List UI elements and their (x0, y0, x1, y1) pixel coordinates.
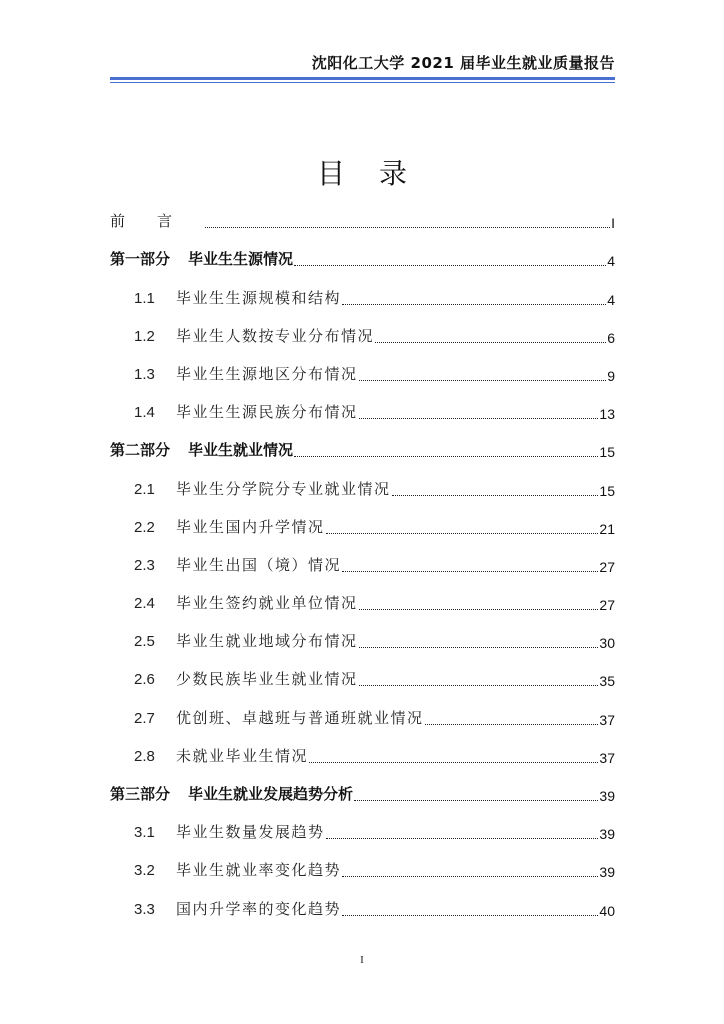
toc-page-number: 27 (599, 597, 615, 614)
toc-entry-title: 毕业生国内升学情况 (176, 517, 325, 536)
toc-entry-number: 2.3 (134, 556, 155, 574)
dot-leader (359, 380, 607, 381)
dot-leader (326, 533, 599, 534)
dot-leader (205, 227, 610, 228)
toc-entry-label (134, 516, 325, 537)
toc-section-row[interactable] (110, 813, 615, 851)
toc-page-number: 13 (599, 406, 615, 423)
header-rule-thin (110, 82, 615, 83)
toc-entry-number: 2.8 (134, 747, 155, 765)
toc-entry-label (134, 898, 341, 919)
toc-page-number: 39 (599, 826, 615, 843)
toc-entry-title: 毕业生生源规模和结构 (176, 288, 342, 307)
toc-entry-label (134, 745, 308, 766)
toc-entry-title: 优创班、卓越班与普通班就业情况 (176, 708, 424, 727)
toc-entry-number: 3.1 (134, 824, 155, 842)
toc-entry-number: 2.4 (134, 595, 155, 613)
page-header (110, 50, 615, 80)
toc-entry-number: 第三部分 (110, 785, 171, 803)
toc-section-row[interactable] (110, 698, 615, 736)
toc-part-row[interactable] (110, 775, 615, 813)
toc-entry-title: 少数民族毕业生就业情况 (176, 670, 358, 689)
toc-entry-title: 毕业生出国（境）情况 (176, 555, 342, 574)
toc-entry-title: 毕业生生源民族分布情况 (176, 403, 358, 422)
toc-page-number: 37 (599, 749, 615, 766)
toc-section-row[interactable] (110, 393, 615, 431)
toc-page-number: 21 (599, 520, 615, 537)
toc-entry-title: 毕业生生源情况 (188, 250, 294, 269)
toc-entry-title: 毕业生分学院分专业就业情况 (176, 479, 391, 498)
dot-leader (342, 876, 598, 877)
toc-section-row[interactable] (110, 355, 615, 393)
dot-leader (359, 685, 599, 686)
toc-entry-label (110, 783, 353, 804)
toc-entry-label (110, 210, 204, 231)
toc-page-number: 4 (607, 291, 615, 308)
toc-page-number: 37 (599, 711, 615, 728)
toc-entry-number: 2.2 (134, 518, 155, 536)
dot-leader (342, 915, 598, 916)
toc-entry-label (134, 401, 358, 422)
toc-section-row[interactable] (110, 737, 615, 775)
toc-section-row[interactable] (110, 508, 615, 546)
toc-entry-label (134, 859, 341, 880)
toc-page-number: 15 (599, 482, 615, 499)
toc-entry-number: 3.2 (134, 862, 155, 880)
toc-section-row[interactable] (110, 889, 615, 927)
toc-entry-label (110, 439, 293, 460)
toc-section-row[interactable] (110, 317, 615, 355)
toc-section-row[interactable] (110, 469, 615, 507)
toc-entry-label (134, 478, 391, 499)
toc-entry-title: 毕业生人数按专业分布情况 (176, 326, 375, 345)
toc-entry-label (134, 363, 358, 384)
toc-entry-label (134, 325, 374, 346)
toc-section-row[interactable] (110, 851, 615, 889)
dot-leader (375, 342, 606, 343)
toc-entry-title: 毕业生数量发展趋势 (176, 823, 325, 842)
toc-entry-label (134, 592, 358, 613)
table-of-contents (110, 202, 615, 928)
toc-entry-label (134, 630, 358, 651)
toc-entry-label (134, 668, 358, 689)
toc-page-number: 40 (599, 902, 615, 919)
toc-entry-number: 第二部分 (110, 441, 171, 460)
dot-leader (392, 495, 599, 496)
toc-page-number: 39 (599, 864, 615, 881)
toc-page-number: 4 (607, 253, 615, 270)
dot-leader (359, 418, 599, 419)
toc-entry-number: 2.6 (134, 671, 155, 689)
toc-entry-title: 国内升学率的变化趋势 (176, 899, 342, 918)
toc-entry-number: 1.4 (134, 404, 155, 422)
toc-entry-number: 2.7 (134, 709, 155, 727)
toc-entry-label (134, 287, 341, 308)
toc-entry-number: 2.5 (134, 633, 155, 651)
toc-page-number: I (611, 215, 615, 232)
toc-page-number: 35 (599, 673, 615, 690)
toc-entry-title: 毕业生就业率变化趋势 (176, 861, 342, 880)
toc-entry-label (134, 821, 325, 842)
dot-leader (342, 304, 606, 305)
toc-page-number: 9 (607, 367, 615, 384)
toc-part-row[interactable] (110, 240, 615, 278)
toc-entry-label (134, 707, 424, 728)
dot-leader (354, 800, 598, 801)
dot-leader (309, 762, 598, 763)
toc-page-number: 30 (599, 635, 615, 652)
toc-entry-label (110, 248, 293, 269)
toc-section-row[interactable] (110, 546, 615, 584)
toc-section-row[interactable] (110, 660, 615, 698)
toc-entry-title: 毕业生就业发展趋势分析 (188, 785, 354, 803)
report-title: 沈阳化工大学 2021 届毕业生就业质量报告 (311, 54, 615, 72)
dot-leader (359, 647, 599, 648)
dot-leader (359, 609, 599, 610)
toc-section-row[interactable] (110, 622, 615, 660)
toc-entry-number: 1.2 (134, 327, 155, 345)
dot-leader (425, 724, 599, 725)
toc-entry-title: 毕业生就业地域分布情况 (176, 632, 358, 651)
toc-heading: 目录 (316, 157, 441, 190)
toc-entry-number: 2.1 (134, 480, 155, 498)
toc-entry-title: 前言 (110, 212, 205, 231)
toc-section-row[interactable] (110, 278, 615, 316)
toc-page-number: 15 (599, 444, 615, 461)
toc-entry-title: 毕业生生源地区分布情况 (176, 364, 358, 383)
toc-entry-number: 3.3 (134, 900, 155, 918)
toc-front-row[interactable] (110, 202, 615, 240)
toc-entry-title: 毕业生签约就业单位情况 (176, 594, 358, 613)
toc-entry-title: 未就业毕业生情况 (176, 746, 309, 765)
toc-section-row[interactable] (110, 584, 615, 622)
toc-entry-number: 第一部分 (110, 250, 171, 269)
toc-entry-number: 1.3 (134, 365, 155, 383)
header-rule-thick (110, 77, 615, 80)
toc-entry-number: 1.1 (134, 289, 155, 307)
dot-leader (294, 265, 606, 266)
dot-leader (342, 571, 598, 572)
toc-page-number: 6 (607, 329, 615, 346)
toc-page-number: 39 (599, 788, 615, 804)
toc-entry-title: 毕业生就业情况 (188, 441, 294, 460)
dot-leader (326, 838, 599, 839)
toc-part-row[interactable] (110, 431, 615, 469)
dot-leader (294, 456, 598, 457)
toc-entry-label (134, 554, 341, 575)
page-number: I (360, 954, 364, 966)
toc-page-number: 27 (599, 558, 615, 575)
